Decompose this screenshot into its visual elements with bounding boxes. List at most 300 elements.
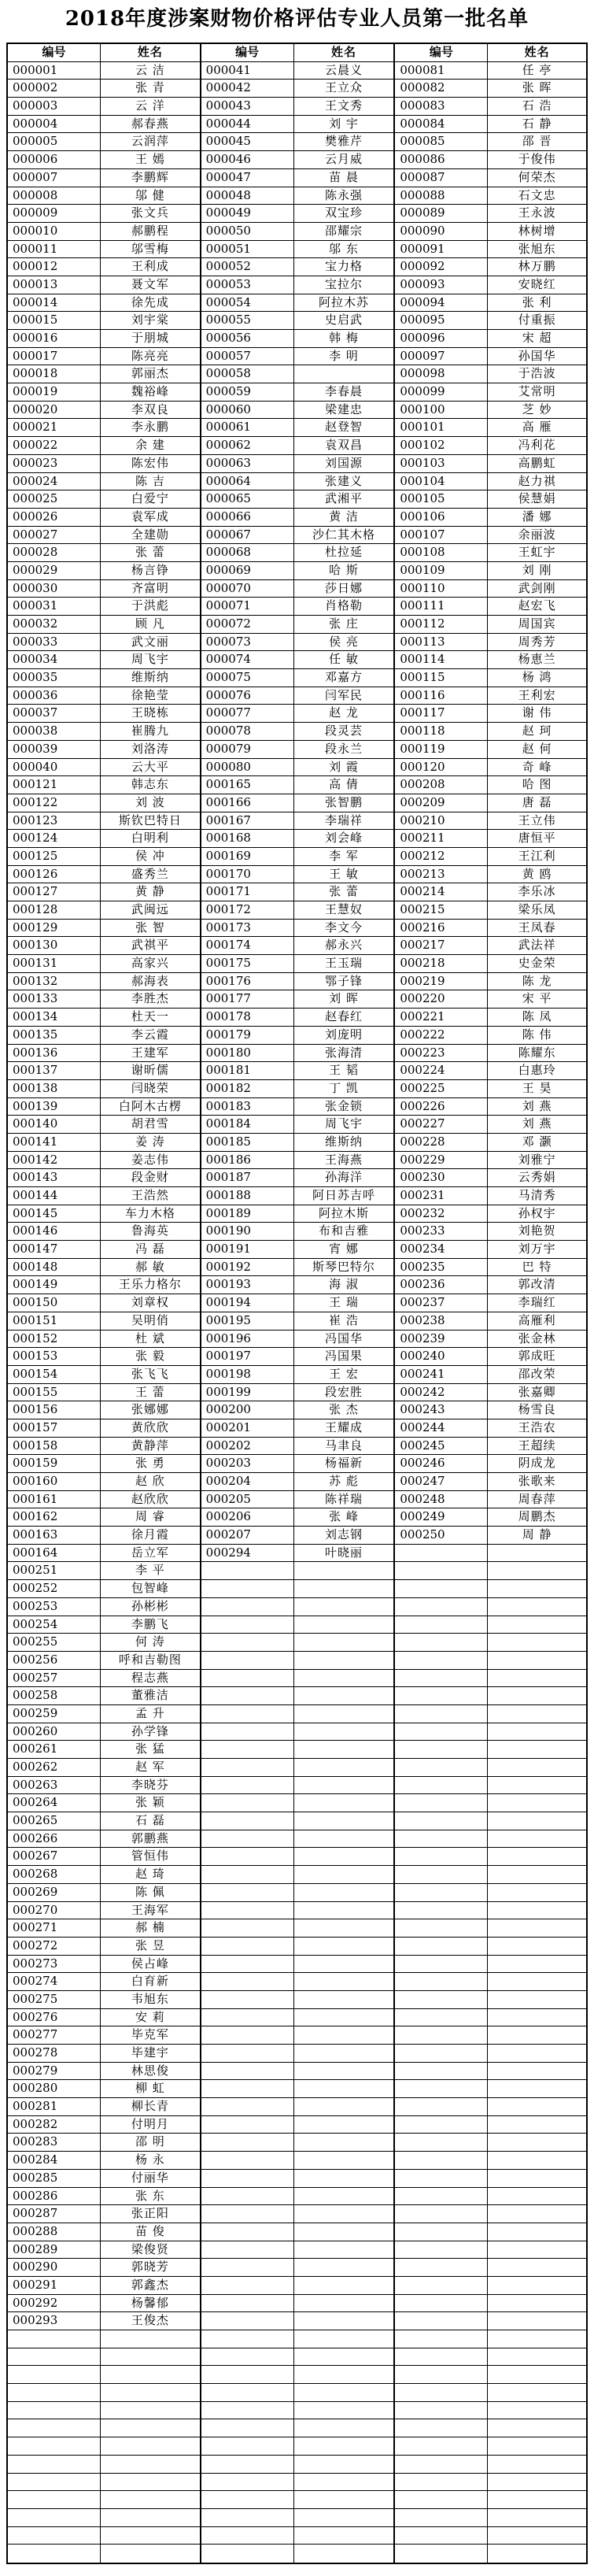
name-cell: 鄂子锋: [324, 973, 363, 988]
table-header-row: [8, 44, 200, 62]
code-cell: [201, 1616, 294, 1634]
code-cell: 000261: [8, 1741, 101, 1758]
name-cell: 郭丽杰: [131, 366, 169, 381]
name-cell: 邵 明: [135, 2134, 165, 2149]
name-cell: [294, 1616, 394, 1634]
code-cell: 000152: [8, 1331, 101, 1348]
table-row: [395, 1438, 586, 1456]
code-cell: [201, 1973, 294, 1990]
table-row: [395, 2419, 586, 2437]
name-cell: 柳长青: [131, 2099, 169, 2114]
table-row: [201, 990, 394, 1009]
table-row: [395, 1152, 586, 1170]
table-row: [395, 383, 586, 402]
name-cell: 王慧奴: [324, 902, 363, 916]
table-row: [201, 169, 394, 187]
name-cell: 刘 霞: [329, 759, 359, 774]
code-cell: [395, 1902, 488, 1919]
code-cell: 000106: [395, 509, 488, 526]
table-row: [201, 2527, 394, 2545]
code-cell: 000154: [8, 1366, 101, 1383]
table-row: [201, 1491, 394, 1509]
name-cell: 武祺平: [131, 938, 169, 953]
code-cell: 000078: [201, 723, 294, 740]
name-cell: 邬 东: [329, 241, 359, 256]
table-row: [395, 98, 586, 116]
name-cell: 张金林: [518, 1331, 556, 1345]
code-cell: 000188: [201, 1187, 294, 1205]
table-row: [201, 544, 394, 562]
code-cell: 000031: [8, 598, 101, 615]
name-cell: 苗 晨: [329, 169, 359, 184]
table-row: [201, 866, 394, 884]
code-cell: 000048: [201, 187, 294, 205]
table-row: [201, 80, 394, 98]
table-row: [8, 2509, 200, 2527]
table-row: [8, 776, 200, 794]
code-cell: [201, 2259, 294, 2276]
name-cell: 陈 伟: [522, 1027, 552, 1042]
code-cell: [201, 2545, 294, 2563]
table-row: [395, 1080, 586, 1098]
table-row: [8, 1991, 200, 2009]
code-cell: 000201: [201, 1419, 294, 1437]
name-cell: 黄 洁: [329, 509, 359, 524]
code-cell: 000235: [395, 1259, 488, 1276]
table-row: [201, 1062, 394, 1080]
code-cell: 000248: [395, 1491, 488, 1508]
table-row: [8, 1580, 200, 1598]
table-row: [8, 1634, 200, 1652]
code-cell: 000066: [201, 509, 294, 526]
code-cell: 000147: [8, 1241, 101, 1258]
code-cell: 000156: [8, 1401, 101, 1419]
name-cell: [488, 1545, 586, 1562]
code-cell: 000024: [8, 473, 101, 490]
table-row: [201, 598, 394, 616]
table-row: [201, 455, 394, 473]
table-row: [8, 1723, 200, 1741]
table-row: [395, 1723, 586, 1741]
code-cell: 000124: [8, 830, 101, 847]
code-cell: 000293: [8, 2312, 101, 2330]
table-row: [395, 312, 586, 330]
table-row: [395, 241, 586, 259]
table-row: [201, 883, 394, 901]
code-cell: [201, 2402, 294, 2419]
code-cell: [395, 2098, 488, 2115]
code-cell: [395, 2134, 488, 2151]
code-cell: [201, 1634, 294, 1651]
name-cell: 周秀芳: [518, 634, 556, 649]
code-cell: [395, 2223, 488, 2241]
code-cell: 000203: [201, 1455, 294, 1472]
code-cell: 000123: [8, 812, 101, 830]
name-cell: [488, 2241, 586, 2259]
code-cell: [395, 1848, 488, 1865]
table-row: [201, 1098, 394, 1116]
name-cell: [294, 1562, 394, 1579]
code-cell: 000176: [201, 973, 294, 990]
table-row: [201, 2545, 394, 2563]
code-cell: 000049: [201, 205, 294, 222]
code-cell: 000238: [395, 1312, 488, 1330]
name-cell: 杨 鸿: [522, 670, 552, 685]
name-cell: 郝海表: [131, 973, 169, 988]
code-cell: [395, 2241, 488, 2259]
table-row: [201, 187, 394, 205]
table-row: [8, 1455, 200, 1473]
name-cell: [294, 1580, 394, 1597]
name-cell: 刘 波: [135, 794, 165, 809]
code-cell: [201, 1794, 294, 1812]
name-cell: [488, 2188, 586, 2205]
table-row: [201, 133, 394, 151]
code-cell: [395, 1545, 488, 1562]
code-cell: 000220: [395, 990, 488, 1008]
code-cell: 000294: [201, 1545, 294, 1562]
code-cell: 000283: [8, 2134, 101, 2151]
code-cell: [201, 1670, 294, 1687]
table-row: [8, 1098, 200, 1116]
code-cell: 000061: [201, 419, 294, 436]
name-cell: 武剑刚: [518, 580, 556, 595]
table-row: [201, 1134, 394, 1152]
name-cell: 刘 刚: [522, 562, 552, 577]
table-row: [395, 955, 586, 973]
name-cell: 杨雪良: [518, 1402, 556, 1417]
code-cell: 000232: [395, 1205, 488, 1223]
code-cell: [201, 2509, 294, 2526]
code-cell: 000065: [201, 490, 294, 508]
name-cell: 哈 斯: [329, 562, 359, 577]
code-cell: 000260: [8, 1723, 101, 1741]
name-cell: [488, 2170, 586, 2187]
table-row: [201, 1438, 394, 1456]
code-cell: 000007: [8, 169, 101, 187]
code-cell: [201, 1956, 294, 1973]
table-row: [201, 580, 394, 598]
code-cell: 000039: [8, 741, 101, 758]
table-row: [395, 2080, 586, 2098]
table-row: [395, 937, 586, 955]
code-cell: [201, 2366, 294, 2383]
name-cell: 奇 峰: [522, 759, 552, 774]
code-cell: 000195: [201, 1312, 294, 1330]
code-cell: [395, 1938, 488, 1955]
table-row: [201, 383, 394, 402]
table-row: [201, 98, 394, 116]
table-row: [8, 544, 200, 562]
name-cell: 赵登智: [324, 420, 363, 435]
code-cell: 000160: [8, 1473, 101, 1490]
table-row: [201, 1223, 394, 1241]
table-row: [201, 1938, 394, 1956]
table-row: [395, 1938, 586, 1956]
table-row: [8, 1938, 200, 1956]
name-cell: 赵宏飞: [518, 598, 556, 613]
name-cell: 刘国源: [324, 455, 363, 470]
name-cell: [488, 2116, 586, 2134]
code-cell: 000047: [201, 169, 294, 187]
table-row: [8, 1527, 200, 1545]
table-row: [8, 2384, 200, 2402]
table-row: [201, 2277, 394, 2295]
name-cell: 莎日娜: [324, 580, 363, 595]
table-row: [395, 223, 586, 241]
name-cell: 杨言铮: [131, 562, 169, 577]
code-cell: 000288: [8, 2223, 101, 2241]
name-cell: 刘雅宁: [518, 1152, 556, 1167]
table-row: [395, 1508, 586, 1527]
name-cell: 李 明: [329, 348, 359, 363]
name-cell: [101, 2527, 200, 2545]
table-row: [8, 651, 200, 669]
table-row: [201, 2134, 394, 2152]
table-row: [8, 973, 200, 991]
name-cell: 丁 凯: [329, 1080, 359, 1095]
name-cell: 武湘平: [324, 491, 363, 506]
name-cell: [294, 1598, 394, 1616]
code-cell: [201, 2527, 294, 2545]
table-row: [201, 258, 394, 276]
table-row: [201, 1634, 394, 1652]
name-cell: 邓 灏: [522, 1134, 552, 1149]
code-cell: 000222: [395, 1027, 488, 1044]
code-cell: 000108: [395, 544, 488, 561]
table-row: [8, 241, 200, 259]
code-cell: 000184: [201, 1116, 294, 1133]
code-cell: 000113: [395, 634, 488, 651]
code-cell: 000168: [201, 830, 294, 847]
table-row: [395, 1527, 586, 1545]
code-cell: [201, 1759, 294, 1776]
page-title: 2018年度涉案财物价格评估专业人员第一批名单: [65, 7, 529, 31]
code-cell: [201, 1562, 294, 1579]
table-row: [8, 1045, 200, 1063]
code-cell: 000159: [8, 1455, 101, 1472]
code-cell: [201, 1830, 294, 1848]
table-row: [8, 562, 200, 580]
code-header: 编号: [395, 44, 488, 61]
table-row: [201, 241, 394, 259]
name-cell: 赵 珂: [522, 724, 552, 738]
code-cell: 000127: [8, 883, 101, 901]
code-cell: 000126: [8, 866, 101, 883]
name-cell: 侯 亮: [329, 634, 359, 649]
name-cell: 李胜杰: [131, 991, 169, 1006]
code-cell: 000067: [201, 527, 294, 544]
code-cell: 000144: [8, 1187, 101, 1205]
name-cell: [488, 1919, 586, 1937]
name-cell: 石 静: [522, 116, 552, 131]
name-cell: 李永鹏: [131, 420, 169, 435]
name-cell: 管恒伟: [131, 1849, 169, 1864]
code-cell: 000134: [8, 1009, 101, 1026]
name-cell: 崔腾九: [131, 724, 169, 738]
name-cell: 杨馨郁: [131, 2295, 169, 2310]
code-cell: 000166: [201, 794, 294, 812]
name-cell: 陈 吉: [135, 473, 165, 488]
table-row: [8, 490, 200, 509]
table-row: [8, 2545, 200, 2563]
table-row: [395, 1401, 586, 1419]
code-cell: [201, 2152, 294, 2169]
code-cell: 000185: [201, 1134, 294, 1151]
table-row: [8, 1009, 200, 1027]
name-cell: 杜拉延: [324, 545, 363, 560]
name-cell: 刘会峰: [324, 831, 363, 846]
name-cell: 苏 彪: [329, 1474, 359, 1488]
name-cell: [488, 2312, 586, 2330]
name-cell: 王 韬: [329, 1063, 359, 1078]
name-cell: 王江利: [518, 848, 556, 863]
table-row: [8, 2366, 200, 2384]
table-row: [201, 1045, 394, 1063]
table-row: [8, 848, 200, 866]
name-cell: 盛秀兰: [131, 866, 169, 881]
table-row: [8, 955, 200, 973]
name-cell: 于洪彪: [131, 598, 169, 613]
code-cell: 000150: [8, 1294, 101, 1312]
table-row: [8, 1116, 200, 1134]
table-row: [201, 1508, 394, 1527]
name-cell: 张 毅: [135, 1349, 165, 1364]
table-row: [201, 2437, 394, 2456]
table-row: [8, 365, 200, 383]
name-cell: [294, 2527, 394, 2545]
code-cell: 000215: [395, 901, 488, 919]
name-cell: 刘洛涛: [131, 741, 169, 756]
table-row: [395, 2063, 586, 2081]
name-cell: [488, 2026, 586, 2044]
code-cell: [395, 2402, 488, 2419]
name-cell: [488, 1794, 586, 1812]
table-row: [8, 2241, 200, 2260]
name-cell: 云晨义: [324, 62, 363, 77]
code-cell: 000181: [201, 1062, 294, 1079]
name-cell: 安 莉: [135, 2009, 165, 2024]
table-row: [395, 2241, 586, 2260]
code-cell: 000062: [201, 437, 294, 454]
name-cell: [294, 1830, 394, 1848]
table-row: [8, 1491, 200, 1509]
code-cell: 000011: [8, 241, 101, 258]
table-row: [8, 2026, 200, 2045]
code-cell: 000189: [201, 1205, 294, 1223]
code-cell: [201, 2170, 294, 2187]
name-cell: 梁建忠: [324, 402, 363, 416]
code-cell: [395, 2456, 488, 2473]
name-cell: [294, 2134, 394, 2151]
code-cell: 000216: [395, 920, 488, 937]
name-cell: [294, 1848, 394, 1865]
name-cell: 张 颖: [135, 1795, 165, 1810]
code-cell: 000284: [8, 2152, 101, 2169]
table-row: [8, 2259, 200, 2277]
code-cell: 000037: [8, 705, 101, 722]
code-cell: [201, 2009, 294, 2026]
table-row: [201, 1759, 394, 1777]
code-cell: 000170: [201, 866, 294, 883]
table-row: [395, 1884, 586, 1902]
table-row: [8, 312, 200, 330]
table-row: [8, 80, 200, 98]
code-cell: [395, 2348, 488, 2366]
name-cell: 孙国华: [518, 348, 556, 363]
table-row: [395, 866, 586, 884]
code-cell: 000196: [201, 1331, 294, 1348]
name-cell: 艾常明: [518, 384, 556, 399]
code-cell: [395, 2330, 488, 2348]
code-cell: 000214: [395, 883, 488, 901]
code-cell: [395, 1741, 488, 1758]
table-row: [201, 741, 394, 759]
code-cell: [395, 1634, 488, 1651]
table-row: [8, 1812, 200, 1830]
code-cell: [201, 2063, 294, 2080]
name-cell: [294, 2080, 394, 2097]
code-cell: 000125: [8, 848, 101, 865]
table-row: [8, 759, 200, 777]
code-cell: 000279: [8, 2063, 101, 2080]
table-row: [395, 901, 586, 920]
code-cell: 000253: [8, 1598, 101, 1616]
code-cell: 000053: [201, 276, 294, 294]
code-cell: [395, 1866, 488, 1883]
table-row: [395, 1794, 586, 1812]
table-row: [201, 1455, 394, 1473]
name-cell: [294, 1884, 394, 1901]
name-cell: 白惠玲: [518, 1063, 556, 1078]
table-row: [395, 133, 586, 151]
table-row: [8, 169, 200, 187]
code-cell: [201, 2312, 294, 2330]
table-row: [201, 2080, 394, 2098]
code-cell: 000116: [395, 687, 488, 705]
table-row: [201, 955, 394, 973]
table-row: [201, 2419, 394, 2437]
table-row: [395, 1616, 586, 1634]
table-row: [201, 2402, 394, 2420]
table-row: [8, 2402, 200, 2420]
table-row: [395, 616, 586, 634]
name-cell: 武文丽: [131, 634, 169, 649]
table-row: [395, 1009, 586, 1027]
table-row: [395, 116, 586, 134]
name-cell: 云秀娟: [518, 1170, 556, 1185]
code-cell: 000040: [8, 759, 101, 776]
code-cell: 000178: [201, 1009, 294, 1026]
name-cell: [294, 2384, 394, 2401]
table-row: [395, 1187, 586, 1205]
table-row: [201, 830, 394, 848]
name-cell: [488, 2134, 586, 2151]
code-cell: [395, 1616, 488, 1634]
name-cell: 宋 平: [522, 991, 552, 1006]
code-cell: 000100: [395, 402, 488, 419]
table-row: [8, 473, 200, 491]
name-cell: [488, 1598, 586, 1616]
code-cell: 000135: [8, 1027, 101, 1044]
code-cell: 000099: [395, 383, 488, 401]
code-cell: 000198: [201, 1366, 294, 1383]
code-cell: [395, 1670, 488, 1687]
name-cell: 郭鑫杰: [131, 2277, 169, 2292]
name-cell: [294, 2223, 394, 2241]
name-cell: 邬 健: [135, 187, 165, 202]
name-cell: 刘 燕: [522, 1116, 552, 1131]
